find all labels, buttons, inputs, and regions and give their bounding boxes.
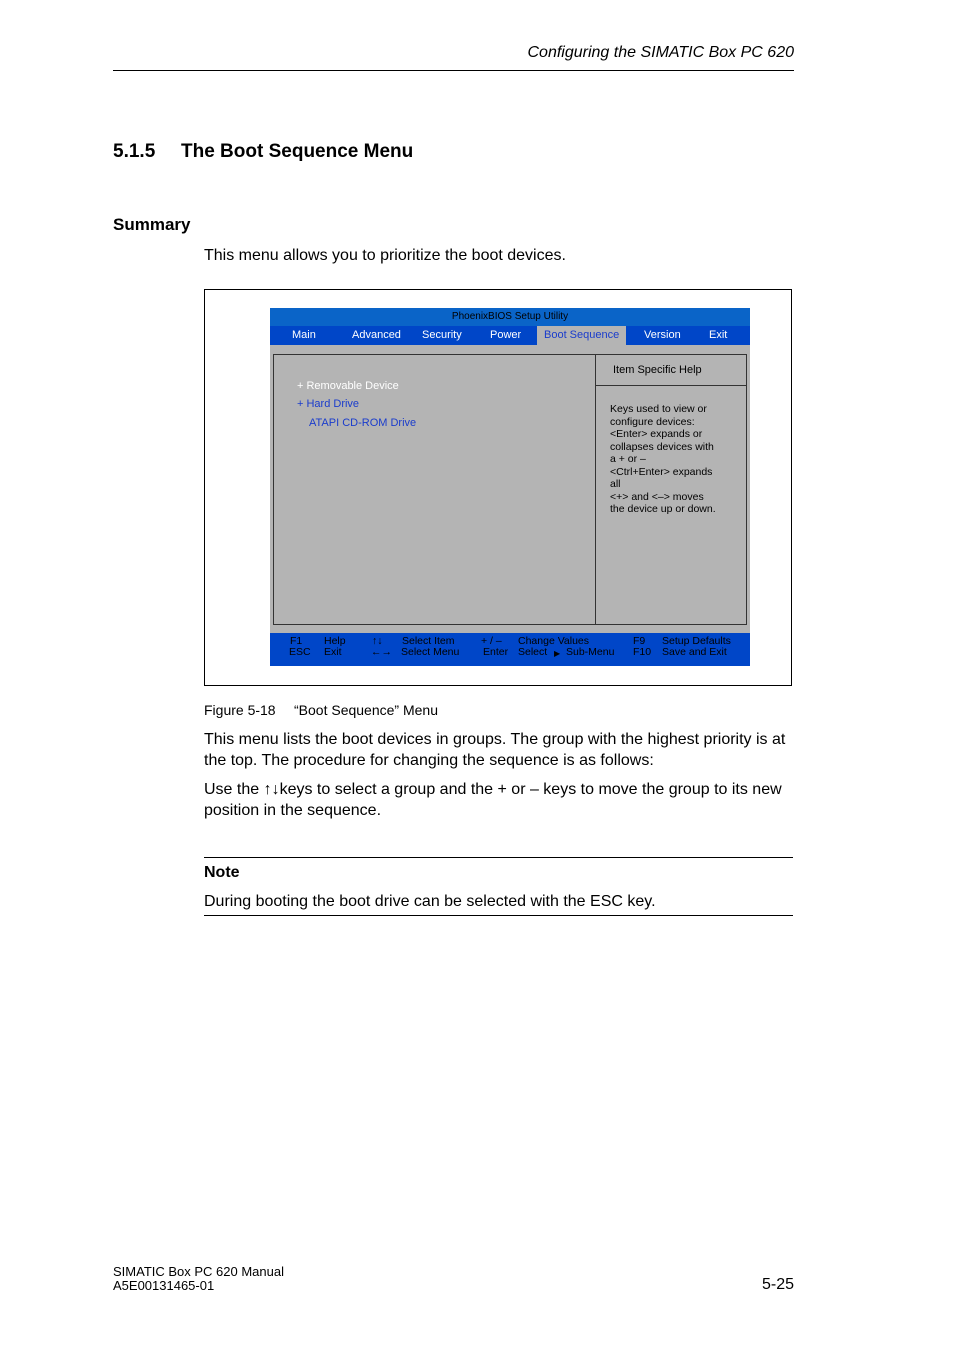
bios-title-bar: PhoenixBIOS Setup Utility bbox=[270, 308, 750, 326]
summary-heading: Summary bbox=[113, 215, 191, 234]
key-plus-minus: + / – bbox=[481, 635, 502, 647]
help-text: Keys used to view or configure devices: <Enter> expands or collapses devices with a + or – <Ctrl+Enter> expands all <+> and <–> moves the device up or down. bbox=[610, 403, 716, 515]
left-right-arrows-icon: ←→ bbox=[371, 646, 392, 658]
submenu-triangle-icon: ▶ bbox=[554, 649, 561, 658]
bios-menu-bar bbox=[270, 326, 750, 345]
bios-screen bbox=[270, 308, 750, 666]
device-hard-drive[interactable]: + Hard Drive bbox=[297, 398, 360, 410]
paragraph-procedure: Use the ↑↓keys to select a group and the + or – keys to move the group to its new position in the sequence. bbox=[204, 781, 782, 819]
up-down-arrows-icon: ↑↓ bbox=[372, 635, 383, 647]
key-setup-defaults-label: Setup Defaults bbox=[662, 635, 731, 647]
key-exit-label: Exit bbox=[324, 646, 342, 658]
footer-manual-info bbox=[113, 1265, 284, 1293]
bios-menu-boot-sequence[interactable]: Boot Sequence bbox=[537, 326, 626, 345]
paragraph-groups: This menu lists the boot devices in groups. The group with the highest priority is at the top. The procedure for changing the sequence is as follows: bbox=[204, 731, 786, 769]
footer-manual-name: SIMATIC Box PC 620 Manual bbox=[113, 1264, 284, 1279]
bios-menu-power[interactable]: Power bbox=[490, 329, 522, 341]
key-f10: F10 bbox=[633, 646, 652, 658]
header-rule bbox=[113, 70, 794, 71]
key-save-exit-label: Save and Exit bbox=[662, 646, 727, 658]
summary-text: This menu allows you to prioritize the boot devices. bbox=[204, 247, 566, 264]
section-number: 5.1.5 bbox=[113, 141, 156, 162]
bios-menu-security[interactable]: Security bbox=[422, 329, 462, 341]
key-f1: F1 bbox=[290, 635, 303, 647]
figure-number: Figure 5-18 bbox=[204, 702, 276, 718]
help-title: Item Specific Help bbox=[613, 364, 702, 376]
key-enter: Enter bbox=[483, 646, 509, 658]
section-heading bbox=[113, 141, 413, 163]
key-esc: ESC bbox=[289, 646, 311, 658]
key-select-label: Select bbox=[518, 646, 548, 658]
key-f9: F9 bbox=[633, 635, 646, 647]
help-header-rule bbox=[595, 385, 747, 386]
bios-panel-divider bbox=[595, 354, 596, 625]
figure-caption bbox=[204, 702, 438, 718]
bios-menu-main[interactable]: Main bbox=[292, 329, 316, 341]
key-select-menu-label: Select Menu bbox=[401, 646, 460, 658]
bios-menu-exit[interactable]: Exit bbox=[709, 329, 728, 341]
key-select-item-label: Select Item bbox=[402, 635, 455, 647]
running-header: Configuring the SIMATIC Box PC 620 bbox=[527, 44, 794, 61]
key-change-values-label: Change Values bbox=[518, 635, 590, 647]
footer-order-number: A5E00131465-01 bbox=[113, 1278, 215, 1293]
bios-menu-advanced[interactable]: Advanced bbox=[352, 329, 401, 341]
bios-menu-version[interactable]: Version bbox=[644, 329, 681, 341]
note-top-rule bbox=[204, 857, 793, 858]
device-cdrom[interactable]: ATAPI CD-ROM Drive bbox=[309, 417, 417, 429]
page-number: 5-25 bbox=[761, 1276, 794, 1293]
note-bottom-rule bbox=[204, 915, 793, 916]
note-heading: Note bbox=[204, 864, 240, 881]
section-title: The Boot Sequence Menu bbox=[181, 141, 414, 162]
key-submenu-label: Sub-Menu bbox=[566, 646, 615, 658]
figure-title: “Boot Sequence” Menu bbox=[294, 702, 438, 718]
key-help-label: Help bbox=[324, 635, 346, 647]
note-text: During booting the boot drive can be selected with the ESC key. bbox=[204, 893, 656, 910]
device-removable[interactable]: + Removable Device bbox=[297, 380, 399, 392]
bios-key-legend bbox=[270, 633, 750, 666]
